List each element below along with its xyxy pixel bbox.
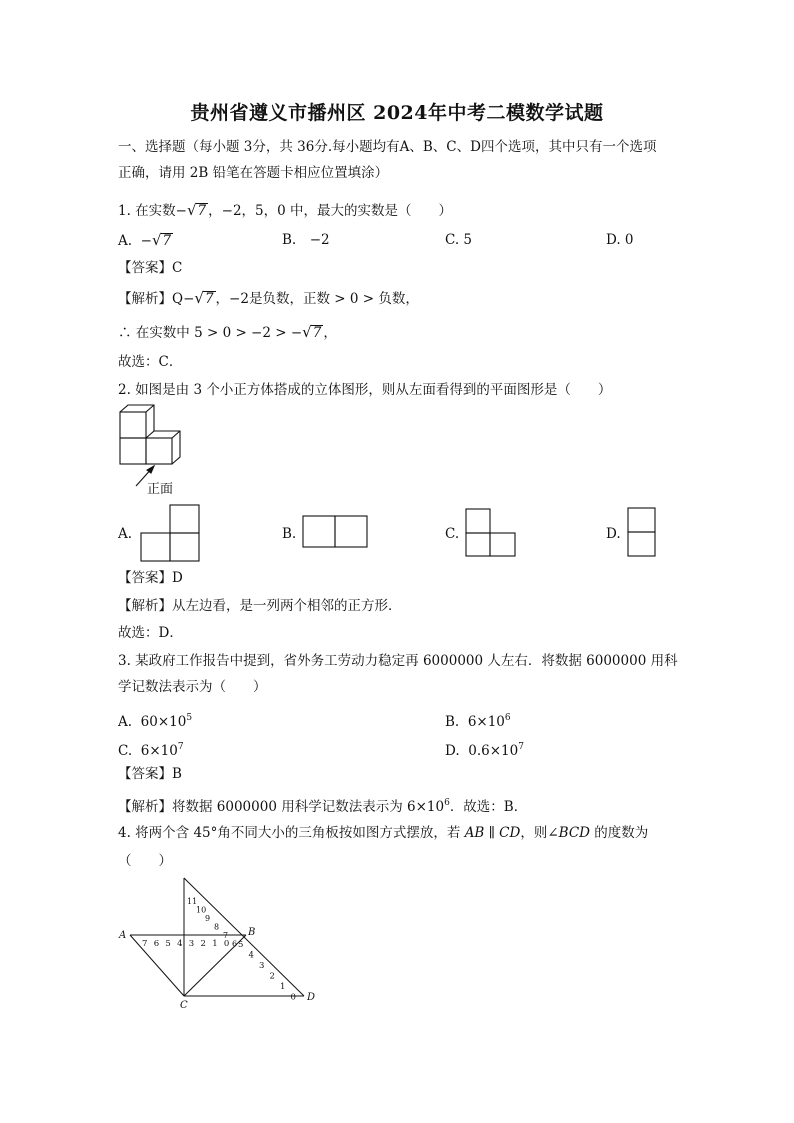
ruler-right-tick-4: 4 bbox=[248, 950, 254, 961]
ruler-top-tick-8: 8 bbox=[214, 922, 220, 932]
q4-stem-line-2: （ ） bbox=[118, 853, 172, 869]
q2-option-a-figure bbox=[140, 504, 202, 562]
ruler-right-tick-0: 0 bbox=[290, 992, 296, 1003]
ruler-right-tick-3: 3 bbox=[259, 961, 265, 971]
q2-analysis: 【解析】从左边看，是一列两个相邻的正方形． bbox=[118, 598, 402, 614]
ruler-right-tick-1: 1 bbox=[280, 982, 286, 992]
q2-cube-figure bbox=[110, 402, 190, 497]
q1-stem-minus: − bbox=[175, 203, 187, 219]
q1-analysis-line-1: 【解析】Q−√7 ，−2是负数，正数 > 0 > 负数， bbox=[118, 289, 419, 307]
q4-triangle-figure bbox=[110, 872, 325, 1012]
ruler-left-tick-4: 4 bbox=[177, 939, 183, 949]
ruler-right-tick-2: 2 bbox=[269, 971, 275, 982]
q4-stem-line-1: 4. 将两个含 45°角不同大小的三角板按如图方式摆放，若 AB ∥ CD，则∠BCD 的度数为 bbox=[118, 825, 649, 841]
q1-stem-radicand: 7 bbox=[197, 203, 207, 219]
q1-option-a: A. −√7 bbox=[118, 231, 172, 249]
q2-stem: 2. 如图是由 3 个小正方体搭成的立体图形，则从左面看得到的平面图形是（ ） bbox=[118, 382, 612, 398]
section-header-line-2: 正确，请用 2B 铅笔在答题卡相应位置填涂） bbox=[118, 165, 389, 181]
q1-option-c: C. 5 bbox=[445, 232, 473, 248]
q3-stem-line-2: 学记数法表示为（ ） bbox=[118, 679, 267, 695]
point-c-label: C bbox=[180, 1000, 188, 1011]
q1-analysis-line-2: ∴ 在实数中 5 > 0 > −2 > −√7 ， bbox=[118, 323, 337, 341]
q3-analysis: 【解析】将数据 6000000 用科学记数法表示为 $6\times 10^6$．故选：B． bbox=[118, 798, 528, 815]
exam-title: 贵州省遵义市播州区 2024年中考二模数学试题 bbox=[190, 102, 604, 124]
q2-front-label: 正面 bbox=[147, 482, 174, 497]
ruler-top-tick-10: 10 bbox=[196, 905, 207, 915]
q3-answer: 【答案】B bbox=[118, 766, 182, 782]
q2-conclusion: 故选：D． bbox=[118, 625, 183, 641]
ruler-left-tick-2: 2 bbox=[200, 939, 206, 949]
q2-option-b-figure bbox=[302, 515, 370, 549]
section-header-line-1: 一、选择题（每小题 3分，共 36分.每小题均有A、B、C、D四个选项，其中只有一个选项 bbox=[118, 139, 657, 155]
point-d-label: D bbox=[307, 992, 316, 1003]
q1-option-d: D. 0 bbox=[606, 232, 634, 248]
ruler-left-tick-3: 3 bbox=[188, 939, 195, 949]
q2-option-a-label: A. bbox=[118, 526, 133, 542]
ruler-top-tick-11: 11 bbox=[187, 897, 198, 906]
q1-option-b: B. −2 bbox=[282, 232, 330, 248]
ruler-left-tick-0: 0 bbox=[223, 939, 230, 949]
ruler-top-tick-9: 9 bbox=[205, 914, 211, 923]
q1-answer: 【答案】C bbox=[118, 260, 183, 276]
ruler-left-tick-7: 7 bbox=[142, 939, 148, 949]
q2-answer: 【答案】D bbox=[118, 570, 183, 586]
q3-option-a: A. $60\times 10^5$ bbox=[118, 713, 193, 730]
ruler-left-tick-5: 5 bbox=[165, 939, 171, 949]
ruler-right-tick-5: 5 bbox=[238, 940, 244, 950]
point-a-label: A bbox=[119, 930, 127, 941]
ruler-top-tick-7: 7 bbox=[223, 931, 229, 940]
q1-conclusion: 故选：C． bbox=[118, 354, 183, 370]
q2-option-c-figure bbox=[465, 508, 519, 558]
q2-option-c-label: C. bbox=[445, 526, 460, 542]
q2-option-d-figure bbox=[627, 507, 657, 559]
q3-option-c: C. $6\times 10^7$ bbox=[118, 742, 184, 759]
point-b-label: B bbox=[248, 927, 256, 938]
ruler-top-tick-6: 6 bbox=[232, 939, 238, 949]
q3-option-d: D. $0.6\times 10^7$ bbox=[445, 742, 524, 759]
q2-option-d-label: D. bbox=[606, 526, 621, 542]
q3-option-b: B. $6\times 10^6$ bbox=[445, 713, 511, 730]
ruler-left-tick-6: 6 bbox=[153, 939, 160, 949]
ruler-left-tick-1: 1 bbox=[212, 939, 218, 949]
q3-stem-line-1: 3. 某政府工作报告中提到，省外务工劳动力稳定再 6000000 人左右．将数据 6000000 用科 bbox=[118, 653, 678, 669]
q1-stem: 1. 在实数−√7 ，−2，5，0 中，最大的实数是（ ） bbox=[118, 201, 453, 219]
q2-option-b-label: B. bbox=[282, 526, 297, 542]
